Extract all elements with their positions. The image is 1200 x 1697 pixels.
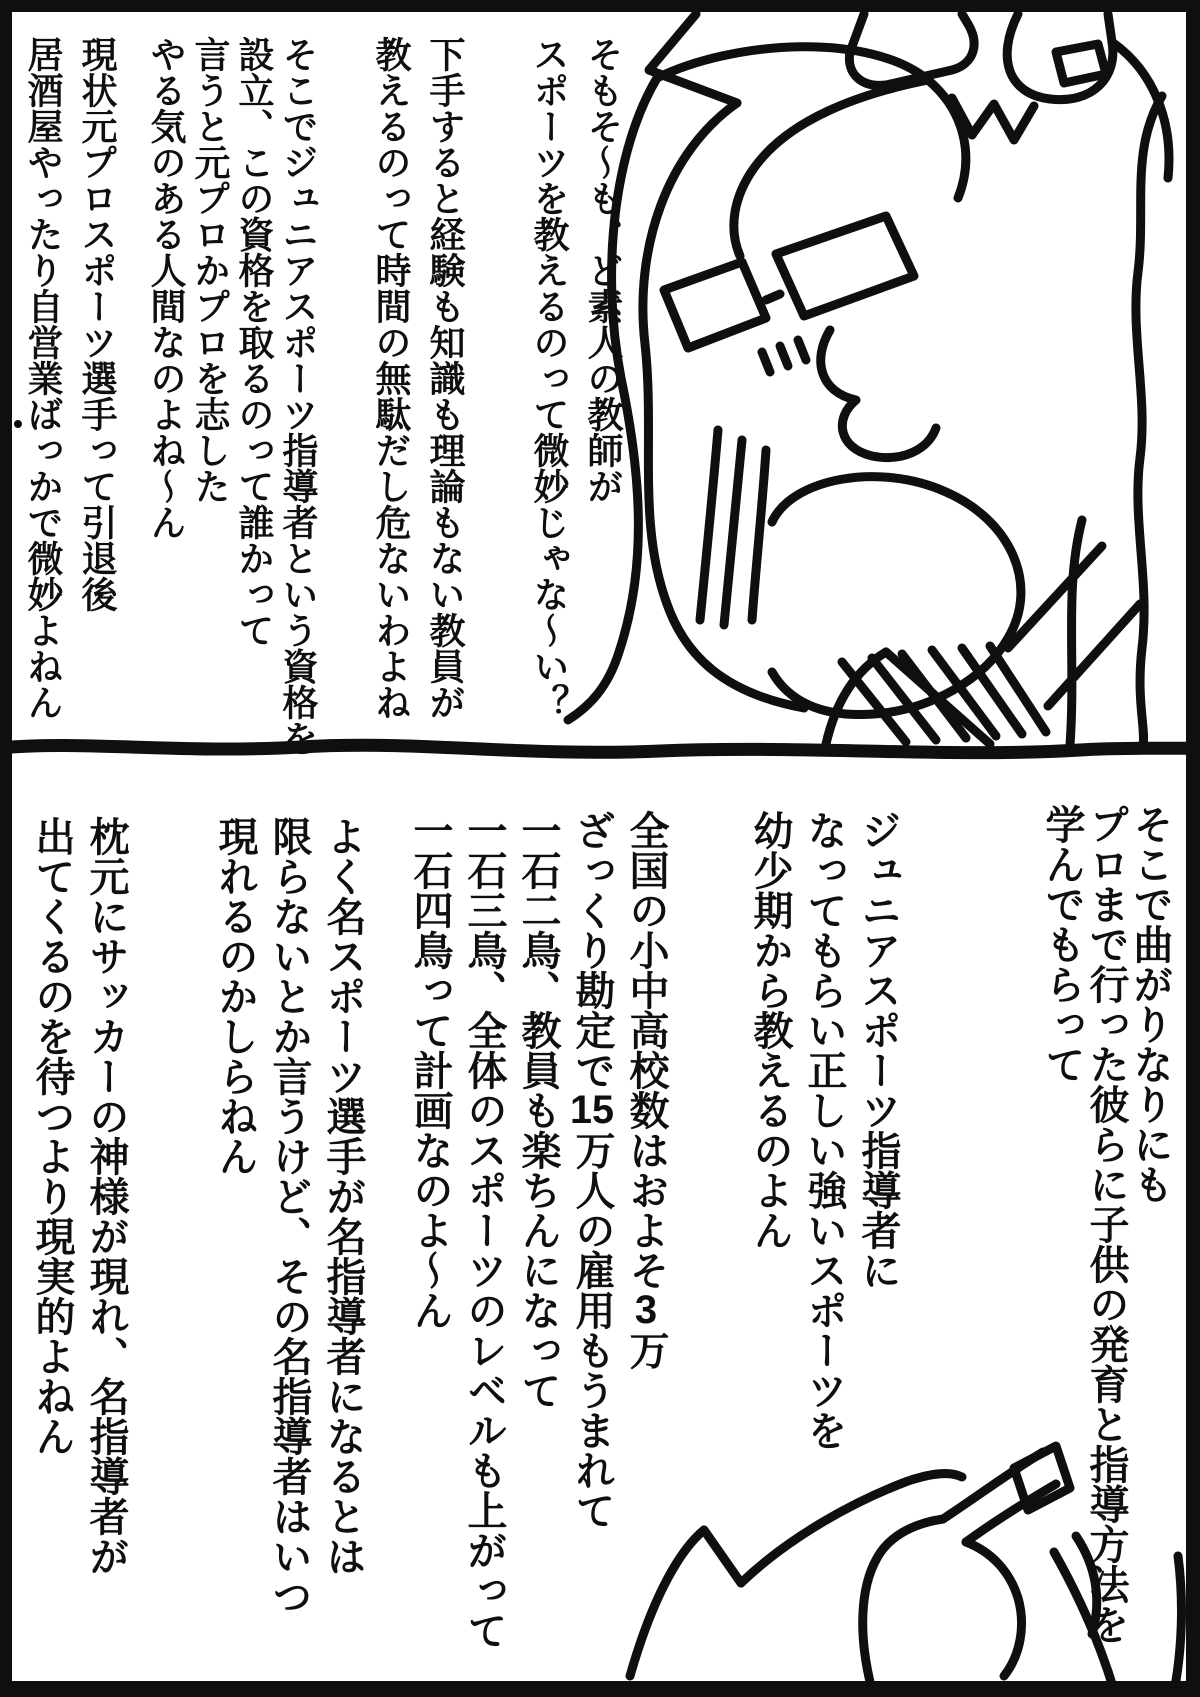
glasses-bridge (766, 294, 780, 300)
cheek-dash-2 (780, 346, 788, 366)
top-character-sketch (568, 14, 1169, 745)
curled-fingers (966, 1542, 1022, 1676)
cheek-dash-3 (798, 340, 806, 360)
fist-square (1056, 44, 1106, 83)
right-figure-inner (1070, 520, 1082, 745)
shirt-hatch-6 (990, 646, 1046, 732)
speech-bottom-2: ジュニアスポーツ指導者に なってもらい正しい強いスポーツを 幼少期から教えるのよん (748, 810, 900, 1450)
hair-top-curve (741, 1474, 962, 1583)
far-right-line (1174, 1556, 1181, 1692)
hand-on-chin (821, 330, 936, 458)
hairline (734, 80, 928, 256)
speech-bottom-1: そこで曲がりなりにも プロまで行った彼らに子供の発育と指導方法を 学んでもらって (1040, 804, 1172, 1644)
shirt-hatch-3 (902, 654, 966, 738)
speech-bottom-3: 全国の小中高校数はおよそ3万 ざっくり勘定で15万人の雇用もうまれて 一石二鳥、教員も楽ちんになって 一石三鳥、全体のスポーツのレベルも上がって 一石四鳥って計画なのよ〜ん (408, 810, 668, 1650)
hair-strand-3 (752, 450, 766, 620)
speech-bottom-4: よく名スポーツ選手が名指導者になるとは 限らないとか言うけど、その名指導者はいつ 現れるのかしらねん (213, 816, 365, 1616)
speech-bottom-5: 枕元にサッカーの神様が現れ、名指導者が 出てくるのを待つより現実的よねん (30, 816, 128, 1576)
hair-strand-2 (724, 440, 742, 625)
speech-top-2: 下手すると経験も知識も理論もない教員が 教えるのって時間の無駄だし危ないわよね (371, 36, 466, 720)
frame-bottom (0, 1681, 1200, 1697)
cheek-dash-1 (762, 352, 770, 372)
frame-right (1186, 0, 1200, 1697)
frame-left (0, 0, 12, 1697)
sleeve-diagonal-2 (1048, 604, 1140, 706)
shirt-hatch-1 (842, 662, 906, 742)
hair-strand-1 (700, 430, 718, 620)
hand-outline (863, 1519, 943, 1690)
speech-top-1: そもそ〜も、ど素人の教師が スポーツを教えるのって微妙じゃな〜い？ (529, 36, 624, 720)
right-figure-outline (1136, 96, 1162, 745)
glasses-lens-left (664, 262, 766, 348)
speech-top-3: そこでジュニアスポーツ指導者という資格を 設立、この資格を取るのって誰かって 言うと元プロかプロを志した やる気のある人間なのよね〜ん (146, 36, 319, 756)
glasses-lens-right (776, 216, 914, 316)
hair-notch (704, 1530, 741, 1583)
speech-top-4: 現状元プロスポーツ選手って引退後 居酒屋やったり自営業ばっかで微妙よねん (23, 36, 118, 720)
